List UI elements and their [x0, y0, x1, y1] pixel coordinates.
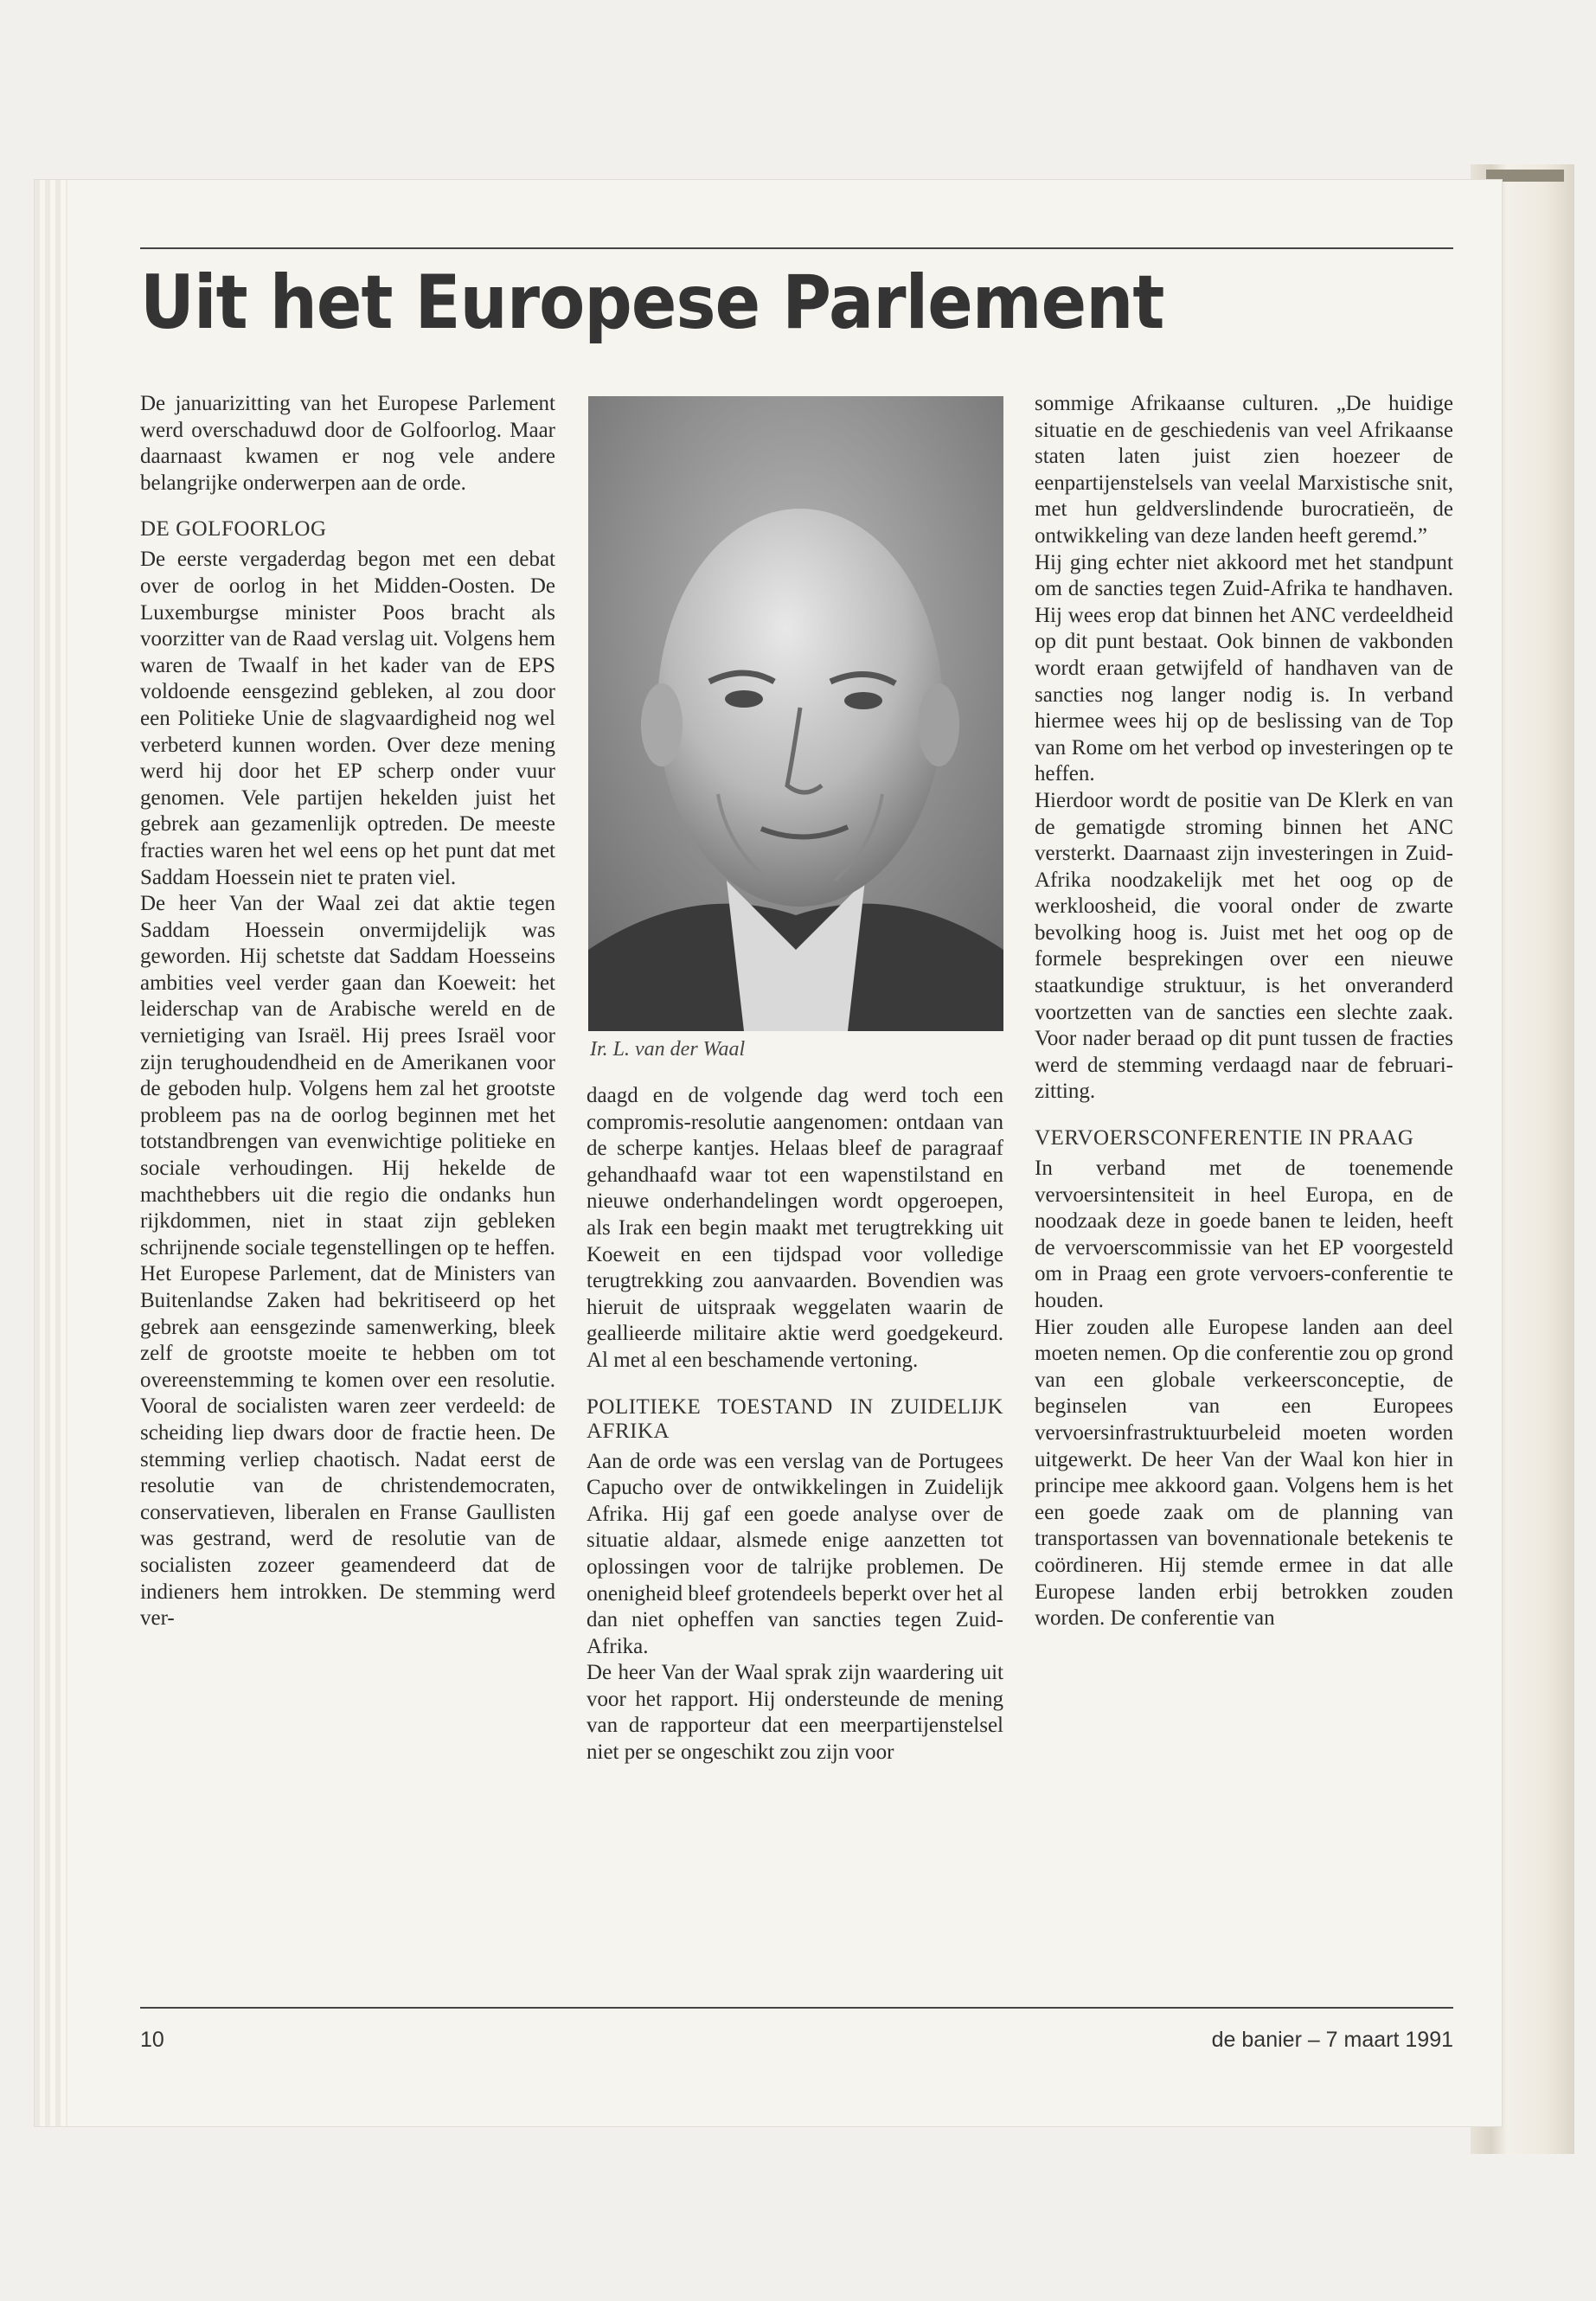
paragraph: Hierdoor wordt de positie van De Klerk en van de gematigde stroming binnen het ANC versterkt. Daarnaast zijn investeringen in Zuid-Afrika noodzakelijk met het oog op de werkloosheid, die vooral onder de zwarte bevolking hoog is. Juist met het oog op de formele besprekingen over een nieuwe staatkundige struktuur, is het onveranderd voortzetten van de sancties een slechte zaak. Voor nader beraad op dit punt tussen de fracties werd de stemming verdaagd naar de februari-zitting. [1035, 788, 1453, 1104]
paragraph: Aan de orde was een verslag van de Portugees Capucho over de ontwikkelingen in Zuidelijk Afrika. Hij gaf een goede analyse over de situatie aldaar, alsmede enige aanzetten tot oplossingen voor de talrijke problemen. De onenigheid bleef grotendeels beperkt over het al dan niet opheffen van sancties tegen Zuid-Afrika. [586, 1449, 1003, 1658]
page-number: 10 [140, 2028, 164, 2052]
portrait-photo [588, 396, 1003, 1031]
column-3 [1035, 391, 1453, 1632]
paragraph: Het Europese Parlement, dat de Ministers van Buitenlandse Zaken had bekritiseerd op het gebrek aan eensgezinde samenwerking, bleek zelf de grootste moeite te hebben om tot overeenstemming te komen over een resolutie. Vooral de socialisten waren zeer verdeeld: de scheiding liep dwars door de fractie heen. De stemming verliep chaotisch. Nadat eerst de resolutie van de christendemocraten, conservatieven, liberalen en Franse Gaullisten was gestrand, werd de resolutie van de socialisten zozeer geamendeerd dat de indieners hem introkken. De stemming werd ver- [140, 1262, 555, 1631]
page-edge-strip [35, 180, 67, 2126]
column-1 [140, 391, 555, 1632]
section-heading: DE GOLFOORLOG [140, 517, 327, 542]
paragraph: sommige Afrikaanse culturen. „De huidige situatie en de geschiedenis van veel Afrikaanse staten laten juist zien hoezeer de eenpartijenstelsels van veelal Marxistische snit, met hun geldverslindende burocratieën, de ontwikkeling van deze landen heeft geremd.” [1035, 392, 1453, 548]
section-heading: VERVOERSCONFERENTIE IN PRAAG [1035, 1126, 1414, 1150]
paragraph: De heer Van der Waal sprak zijn waardering uit voor het rapport. Hij ondersteunde de mening van de rapporteur dat een meerpartijenstelsel niet per se ongeschikt zou zijn voor [586, 1661, 1003, 1765]
portrait-image [588, 396, 1003, 1031]
photo-caption: Ir. L. van der Waal [590, 1038, 746, 1061]
paragraph: De eerste vergaderdag begon met een debat over de oorlog in het Midden-Oosten. De Luxemburgse minister Poos bracht als voorzitter van de Raad verslag uit. Volgens hem waren de Twaalf in het kader van de EPS voldoende eensgezind gebleken, al zou door een Politieke Unie de slagvaardigheid nog wel verbeterd kunnen worden. Over deze mening werd hij door het EP scherp onder vuur genomen. Vele partijen hekelden juist het gebrek aan gezamenlijk optreden. De meeste fracties waren het wel eens op het punt dat met Saddam Hoessein niet te praten viel. [140, 548, 555, 889]
paragraph: In verband met de toenemende vervoersintensiteit in heel Europa, en de noodzaak deze in goede banen te leiden, heeft de vervoerscommissie van het EP voorgesteld om in Praag een grote vervoers-conferentie te houden. [1035, 1157, 1453, 1312]
column-2 [586, 1083, 1003, 1766]
top-rule [140, 247, 1453, 249]
paragraph: De heer Van der Waal zei dat aktie tegen Saddam Hoessein onvermijdelijk was geworden. Hij schetste dat Saddam Hoesseins ambities veel verder gaan dan Koeweit: het leiderschap van de Arabische wereld en de vernietiging van Israël. Hij prees Israël voor zijn terughoudendheid en de Amerikanen voor de geboden hulp. Volgens hem zal het grootste probleem pas na de oorlog beginnen met het totstandbrengen van evenwichtige politieke en sociale verhoudingen. Hij hekelde de machthebbers uit die regio die ondanks hun rijkdommen, niet in staat zijn gebleken schrijnende sociale tegenstellingen op te heffen. [140, 892, 555, 1259]
paragraph: De januarizitting van het Europese Parlement werd overschaduwd door de Golfoorlog. Maar daarnaast kwamen er nog vele andere belangrijke onderwerpen aan de orde. [140, 392, 555, 495]
publication-date: de banier – 7 maart 1991 [1211, 2028, 1453, 2052]
paragraph: Hier zouden alle Europese landen aan deel moeten nemen. Op die conferentie zou op grond van een globale verkeersconceptie, de beginselen van een Europees vervoersinfrastruktuurbeleid moeten worden uitgewerkt. De heer Van der Waal kon hier in principe mee akkoord gaan. Volgens hem is het een goede zaak om de planning van transportassen van bovennationale betekenis te coördineren. Hij stemde ermee in dat alle Europese landen erbij betrokken zouden worden. De conferentie van [1035, 1315, 1453, 1631]
paragraph: Hij ging echter niet akkoord met het standpunt om de sancties tegen Zuid-Afrika te handhaven. Hij wees erop dat binnen het ANC verdeeldheid op dit punt bestaat. Ook binnen de vakbonden wordt eraan getwijfeld of handhaven van de sancties nog langer nodig is. In verband hiermee wees hij op de beslissing van de Top van Rome om het verbod op investeringen op te heffen. [1035, 550, 1453, 786]
paragraph: daagd en de volgende dag werd toch een compromis-resolutie aangenomen: ontdaan van de scherpe kantjes. Helaas bleef de paragraaf gehandhaafd waar tot een wapenstilstand en nieuwe onderhandelingen wordt opgeroepen, als Irak een begin maakt met terugtrekking uit Koeweit en een tijdspad voor volledige terugtrekking zou aanvaarden. Bovendien was hieruit de uitspraak weggelaten waarin de geallieerde militaire aktie werd goedgekeurd. Al met al een beschamende vertoning. [586, 1084, 1003, 1372]
bottom-rule [140, 2007, 1453, 2009]
article-title: Uit het Europese Parlement [140, 260, 1164, 346]
section-heading: POLITIEKE TOESTAND IN ZUIDELIJK AFRIKA [586, 1394, 1003, 1443]
